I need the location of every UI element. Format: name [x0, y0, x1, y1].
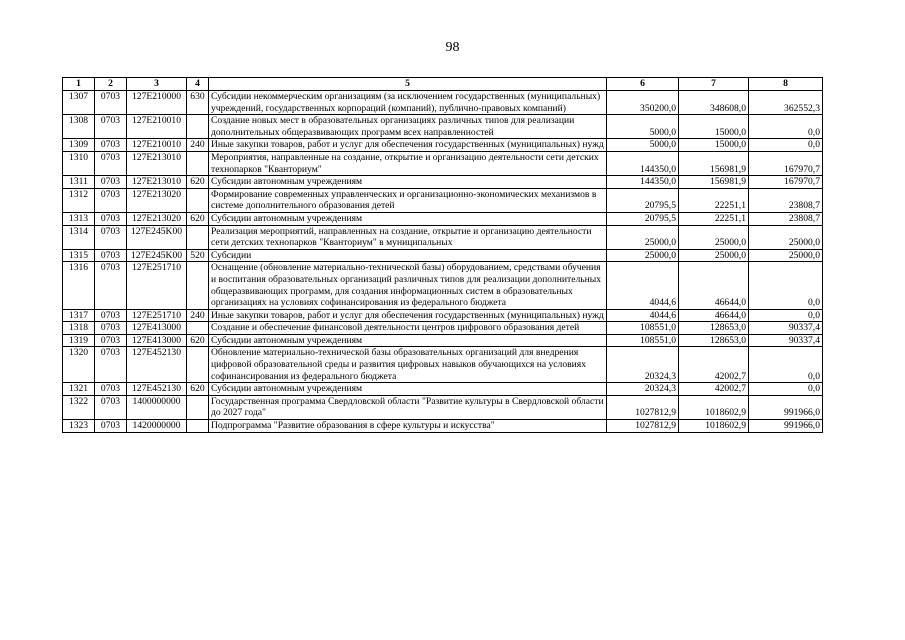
description: Реализация мероприятий, направленных на создание, открытие и организацию деятельности сети детских технопарков "Кванториум" в муниципальных — [209, 225, 607, 249]
row-number: 1312 — [63, 188, 95, 212]
amount-col8: 0,0 — [749, 262, 823, 309]
amount-col6: 108551,0 — [607, 334, 679, 347]
table-row — [63, 262, 823, 309]
expense-type: 520 — [187, 249, 209, 262]
amount-col7: 128653,0 — [679, 334, 749, 347]
description: Субсидии автономным учреждениям — [209, 383, 607, 396]
amount-col7: 42002,7 — [679, 383, 749, 396]
table-row — [63, 347, 823, 383]
amount-col8: 0,0 — [749, 347, 823, 383]
amount-col6: 1027812,9 — [607, 395, 679, 419]
header-row — [63, 78, 823, 91]
description: Субсидии некоммерческим организациям (за исключением государственных (муниципальных) учреждений, государственных корпораций (компаний), публично-правовых компаний) — [209, 91, 607, 115]
section-code: 0703 — [95, 139, 127, 152]
row-number: 1309 — [63, 139, 95, 152]
description: Иные закупки товаров, работ и услуг для обеспечения государственных (муниципальных) нужд — [209, 139, 607, 152]
target-code: 127E210010 — [127, 139, 187, 152]
expense-type — [187, 115, 209, 139]
table-row — [63, 151, 823, 175]
expense-type: 620 — [187, 212, 209, 225]
amount-col7: 22251,1 — [679, 188, 749, 212]
section-code: 0703 — [95, 176, 127, 189]
expense-type — [187, 262, 209, 309]
description: Мероприятия, направленные на создание, открытие и организацию деятельности сети детских технопарков "Кванториум" — [209, 151, 607, 175]
target-code: 127E213020 — [127, 188, 187, 212]
amount-col6: 5000,0 — [607, 115, 679, 139]
target-code: 127E210000 — [127, 91, 187, 115]
section-code: 0703 — [95, 395, 127, 419]
table-row — [63, 309, 823, 322]
amount-col8: 90337,4 — [749, 334, 823, 347]
section-code: 0703 — [95, 347, 127, 383]
table-row — [63, 395, 823, 419]
expense-type: 240 — [187, 139, 209, 152]
description: Обновление материально-технической базы образовательных организаций для внедрения цифровой образовательной среды и развития цифровых навыков обучающихся на условиях софинансирования из федерального бюджета — [209, 347, 607, 383]
amount-col7: 46644,0 — [679, 262, 749, 309]
target-code: 127E251710 — [127, 309, 187, 322]
amount-col7: 128653,0 — [679, 322, 749, 335]
section-code: 0703 — [95, 334, 127, 347]
table-row — [63, 225, 823, 249]
table-body — [63, 91, 823, 433]
row-number: 1319 — [63, 334, 95, 347]
table-row — [63, 139, 823, 152]
amount-col7: 348608,0 — [679, 91, 749, 115]
description: Субсидии автономным учреждениям — [209, 334, 607, 347]
amount-col6: 20795,5 — [607, 212, 679, 225]
amount-col6: 4044,6 — [607, 262, 679, 309]
target-code: 127E452130 — [127, 383, 187, 396]
amount-col8: 167970,7 — [749, 151, 823, 175]
amount-col8: 0,0 — [749, 383, 823, 396]
amount-col8: 25000,0 — [749, 249, 823, 262]
amount-col6: 144350,0 — [607, 151, 679, 175]
amount-col7: 25000,0 — [679, 249, 749, 262]
row-number: 1323 — [63, 420, 95, 433]
amount-col6: 20795,5 — [607, 188, 679, 212]
amount-col8: 90337,4 — [749, 322, 823, 335]
row-number: 1317 — [63, 309, 95, 322]
amount-col8: 0,0 — [749, 115, 823, 139]
table-row — [63, 383, 823, 396]
target-code: 127E452130 — [127, 347, 187, 383]
amount-col6: 144350,0 — [607, 176, 679, 189]
expense-type — [187, 151, 209, 175]
target-code: 127E213010 — [127, 176, 187, 189]
amount-col6: 350200,0 — [607, 91, 679, 115]
expense-type: 630 — [187, 91, 209, 115]
amount-col6: 5000,0 — [607, 139, 679, 152]
table-row — [63, 212, 823, 225]
target-code: 127E245K00 — [127, 225, 187, 249]
target-code: 127E213010 — [127, 151, 187, 175]
row-number: 1320 — [63, 347, 95, 383]
row-number: 1308 — [63, 115, 95, 139]
amount-col8: 362552,3 — [749, 91, 823, 115]
amount-col8: 25000,0 — [749, 225, 823, 249]
description: Создание новых мест в образовательных организациях различных типов для реализации дополнительных общеразвивающих программ всех направленностей — [209, 115, 607, 139]
amount-col7: 1018602,9 — [679, 395, 749, 419]
amount-col7: 156981,9 — [679, 151, 749, 175]
target-code: 127E210010 — [127, 115, 187, 139]
section-code: 0703 — [95, 420, 127, 433]
table-row — [63, 420, 823, 433]
description: Подпрограмма "Развитие образования в сфере культуры и искусства" — [209, 420, 607, 433]
amount-col8: 167970,7 — [749, 176, 823, 189]
target-code: 127E413000 — [127, 322, 187, 335]
expense-type — [187, 395, 209, 419]
row-number: 1310 — [63, 151, 95, 175]
description: Субсидии автономным учреждениям — [209, 212, 607, 225]
section-code: 0703 — [95, 249, 127, 262]
table-row — [63, 176, 823, 189]
amount-col8: 0,0 — [749, 309, 823, 322]
target-code: 127E213020 — [127, 212, 187, 225]
col-header-5: 5 — [209, 78, 607, 91]
amount-col8: 991966,0 — [749, 395, 823, 419]
section-code: 0703 — [95, 151, 127, 175]
amount-col7: 46644,0 — [679, 309, 749, 322]
section-code: 0703 — [95, 309, 127, 322]
target-code: 1420000000 — [127, 420, 187, 433]
section-code: 0703 — [95, 188, 127, 212]
description: Субсидии — [209, 249, 607, 262]
section-code: 0703 — [95, 225, 127, 249]
expense-type — [187, 420, 209, 433]
section-code: 0703 — [95, 115, 127, 139]
expense-type — [187, 322, 209, 335]
table-row — [63, 91, 823, 115]
amount-col7: 22251,1 — [679, 212, 749, 225]
amount-col6: 108551,0 — [607, 322, 679, 335]
amount-col7: 25000,0 — [679, 225, 749, 249]
section-code: 0703 — [95, 212, 127, 225]
page-number: 98 — [445, 40, 460, 55]
amount-col8: 991966,0 — [749, 420, 823, 433]
description: Оснащение (обновление материально-технической базы) оборудованием, средствами обучения и воспитания образовательных организаций различных типов для реализации дополнительных общеразвивающих программ, для создания информационных систем в образовательных организациях на условиях софинансирования из федерального бюджета — [209, 262, 607, 309]
table-row — [63, 115, 823, 139]
row-number: 1316 — [63, 262, 95, 309]
expense-type — [187, 347, 209, 383]
amount-col6: 1027812,9 — [607, 420, 679, 433]
row-number: 1315 — [63, 249, 95, 262]
section-code: 0703 — [95, 383, 127, 396]
amount-col6: 4044,6 — [607, 309, 679, 322]
amount-col6: 20324,3 — [607, 347, 679, 383]
amount-col8: 0,0 — [749, 139, 823, 152]
description: Создание и обеспечение финансовой деятельности центров цифрового образования детей — [209, 322, 607, 335]
expense-type: 620 — [187, 334, 209, 347]
amount-col6: 25000,0 — [607, 225, 679, 249]
amount-col7: 15000,0 — [679, 139, 749, 152]
budget-table — [62, 77, 823, 433]
table-row — [63, 334, 823, 347]
table-row — [63, 188, 823, 212]
amount-col7: 42002,7 — [679, 347, 749, 383]
expense-type — [187, 188, 209, 212]
amount-col8: 23808,7 — [749, 188, 823, 212]
expense-type: 620 — [187, 176, 209, 189]
col-header-7: 7 — [679, 78, 749, 91]
col-header-3: 3 — [127, 78, 187, 91]
expense-type: 240 — [187, 309, 209, 322]
table-row — [63, 249, 823, 262]
col-header-6: 6 — [607, 78, 679, 91]
description: Субсидии автономным учреждениям — [209, 176, 607, 189]
amount-col8: 23808,7 — [749, 212, 823, 225]
target-code: 127E251710 — [127, 262, 187, 309]
amount-col6: 20324,3 — [607, 383, 679, 396]
col-header-4: 4 — [187, 78, 209, 91]
target-code: 1400000000 — [127, 395, 187, 419]
amount-col6: 25000,0 — [607, 249, 679, 262]
description: Государственная программа Свердловской области "Развитие культуры в Свердловской области до 2027 года" — [209, 395, 607, 419]
target-code: 127E245K00 — [127, 249, 187, 262]
col-header-8: 8 — [749, 78, 823, 91]
target-code: 127E413000 — [127, 334, 187, 347]
row-number: 1318 — [63, 322, 95, 335]
section-code: 0703 — [95, 262, 127, 309]
description: Иные закупки товаров, работ и услуг для обеспечения государственных (муниципальных) нужд — [209, 309, 607, 322]
amount-col7: 1018602,9 — [679, 420, 749, 433]
col-header-2: 2 — [95, 78, 127, 91]
description: Формирование современных управленческих и организационно-экономических механизмов в системе дополнительного образования детей — [209, 188, 607, 212]
expense-type: 620 — [187, 383, 209, 396]
col-header-1: 1 — [63, 78, 95, 91]
row-number: 1321 — [63, 383, 95, 396]
row-number: 1314 — [63, 225, 95, 249]
amount-col7: 156981,9 — [679, 176, 749, 189]
row-number: 1307 — [63, 91, 95, 115]
section-code: 0703 — [95, 91, 127, 115]
expense-type — [187, 225, 209, 249]
row-number: 1322 — [63, 395, 95, 419]
section-code: 0703 — [95, 322, 127, 335]
row-number: 1313 — [63, 212, 95, 225]
table-row — [63, 322, 823, 335]
row-number: 1311 — [63, 176, 95, 189]
amount-col7: 15000,0 — [679, 115, 749, 139]
